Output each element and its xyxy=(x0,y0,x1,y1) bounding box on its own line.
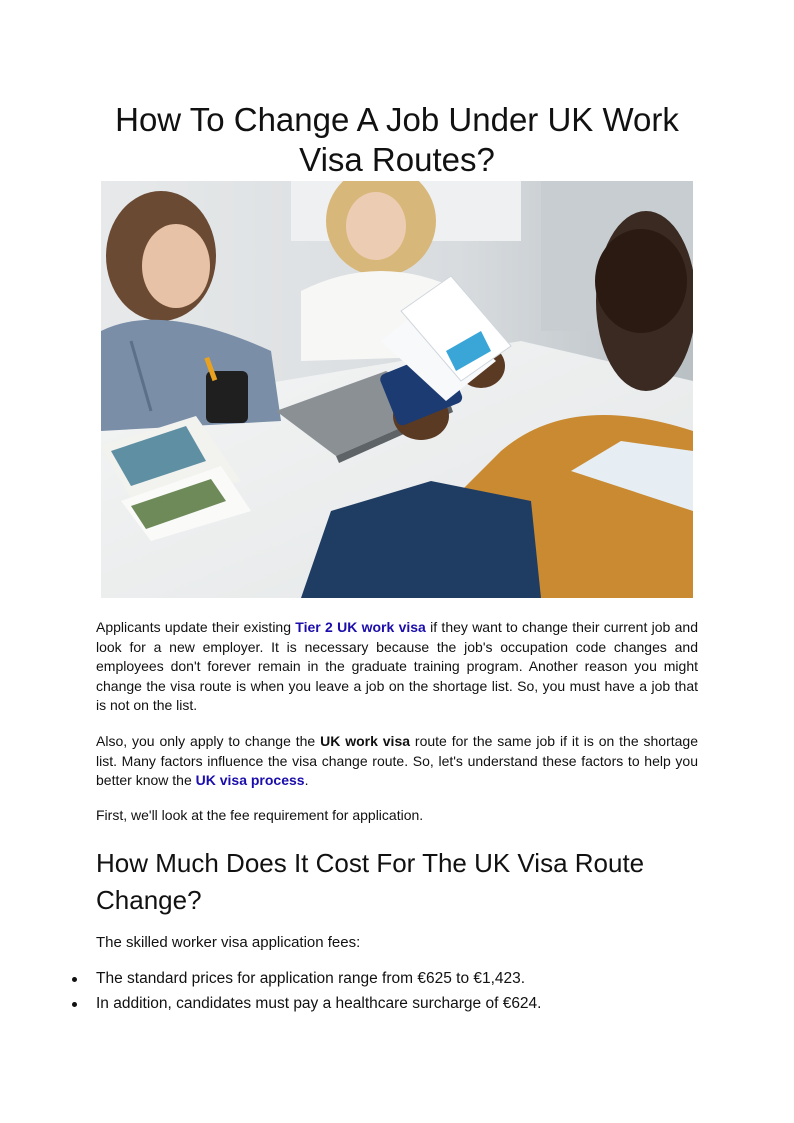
route-text-start: Also, you only apply to change the xyxy=(96,733,321,749)
intro-text-start: Applicants update their existing xyxy=(96,619,296,635)
list-item xyxy=(0,993,794,1018)
route-paragraph xyxy=(96,732,698,791)
uk-visa-process-link[interactable]: UK visa process xyxy=(195,772,305,789)
route-text-end: . xyxy=(304,772,309,789)
intro-paragraph xyxy=(96,618,698,716)
list-item-text: In addition, candidates must pay a healthcare surcharge of €624. xyxy=(96,995,542,1012)
list-item xyxy=(0,968,794,993)
list-item-text: The standard prices for application range from €625 to €1,423. xyxy=(96,970,526,987)
fee-list xyxy=(0,968,794,1018)
page-title: How To Change A Job Under UK Work Visa Routes? xyxy=(115,101,679,178)
intro-text-end: if they want to change their current job and look for a new employer. It is necessary because the job's occupation code changes and employees don't forever remain in the graduate training program. Another reason you might change the visa route is when you leave a job on the shortage list. So, you must have a job that is not on the list. xyxy=(96,619,698,714)
bullet-icon xyxy=(72,1002,77,1007)
fee-intro-paragraph: First, we'll look at the fee requirement for application. xyxy=(96,807,424,823)
uk-work-visa-emphasis: UK work visa xyxy=(320,733,411,749)
bullet-icon xyxy=(72,977,77,982)
route-text-middle: route for the same job if it is on the shortage list. Many factors influence the visa change route. So, let's understand these factors to help you better know the xyxy=(96,733,698,789)
section-heading: How Much Does It Cost For The UK Visa Route Change? xyxy=(96,848,645,915)
tier2-work-visa-link[interactable]: Tier 2 UK work visa xyxy=(295,619,426,635)
fees-intro: The skilled worker visa application fees: xyxy=(96,934,361,951)
hero-photo xyxy=(101,181,693,598)
